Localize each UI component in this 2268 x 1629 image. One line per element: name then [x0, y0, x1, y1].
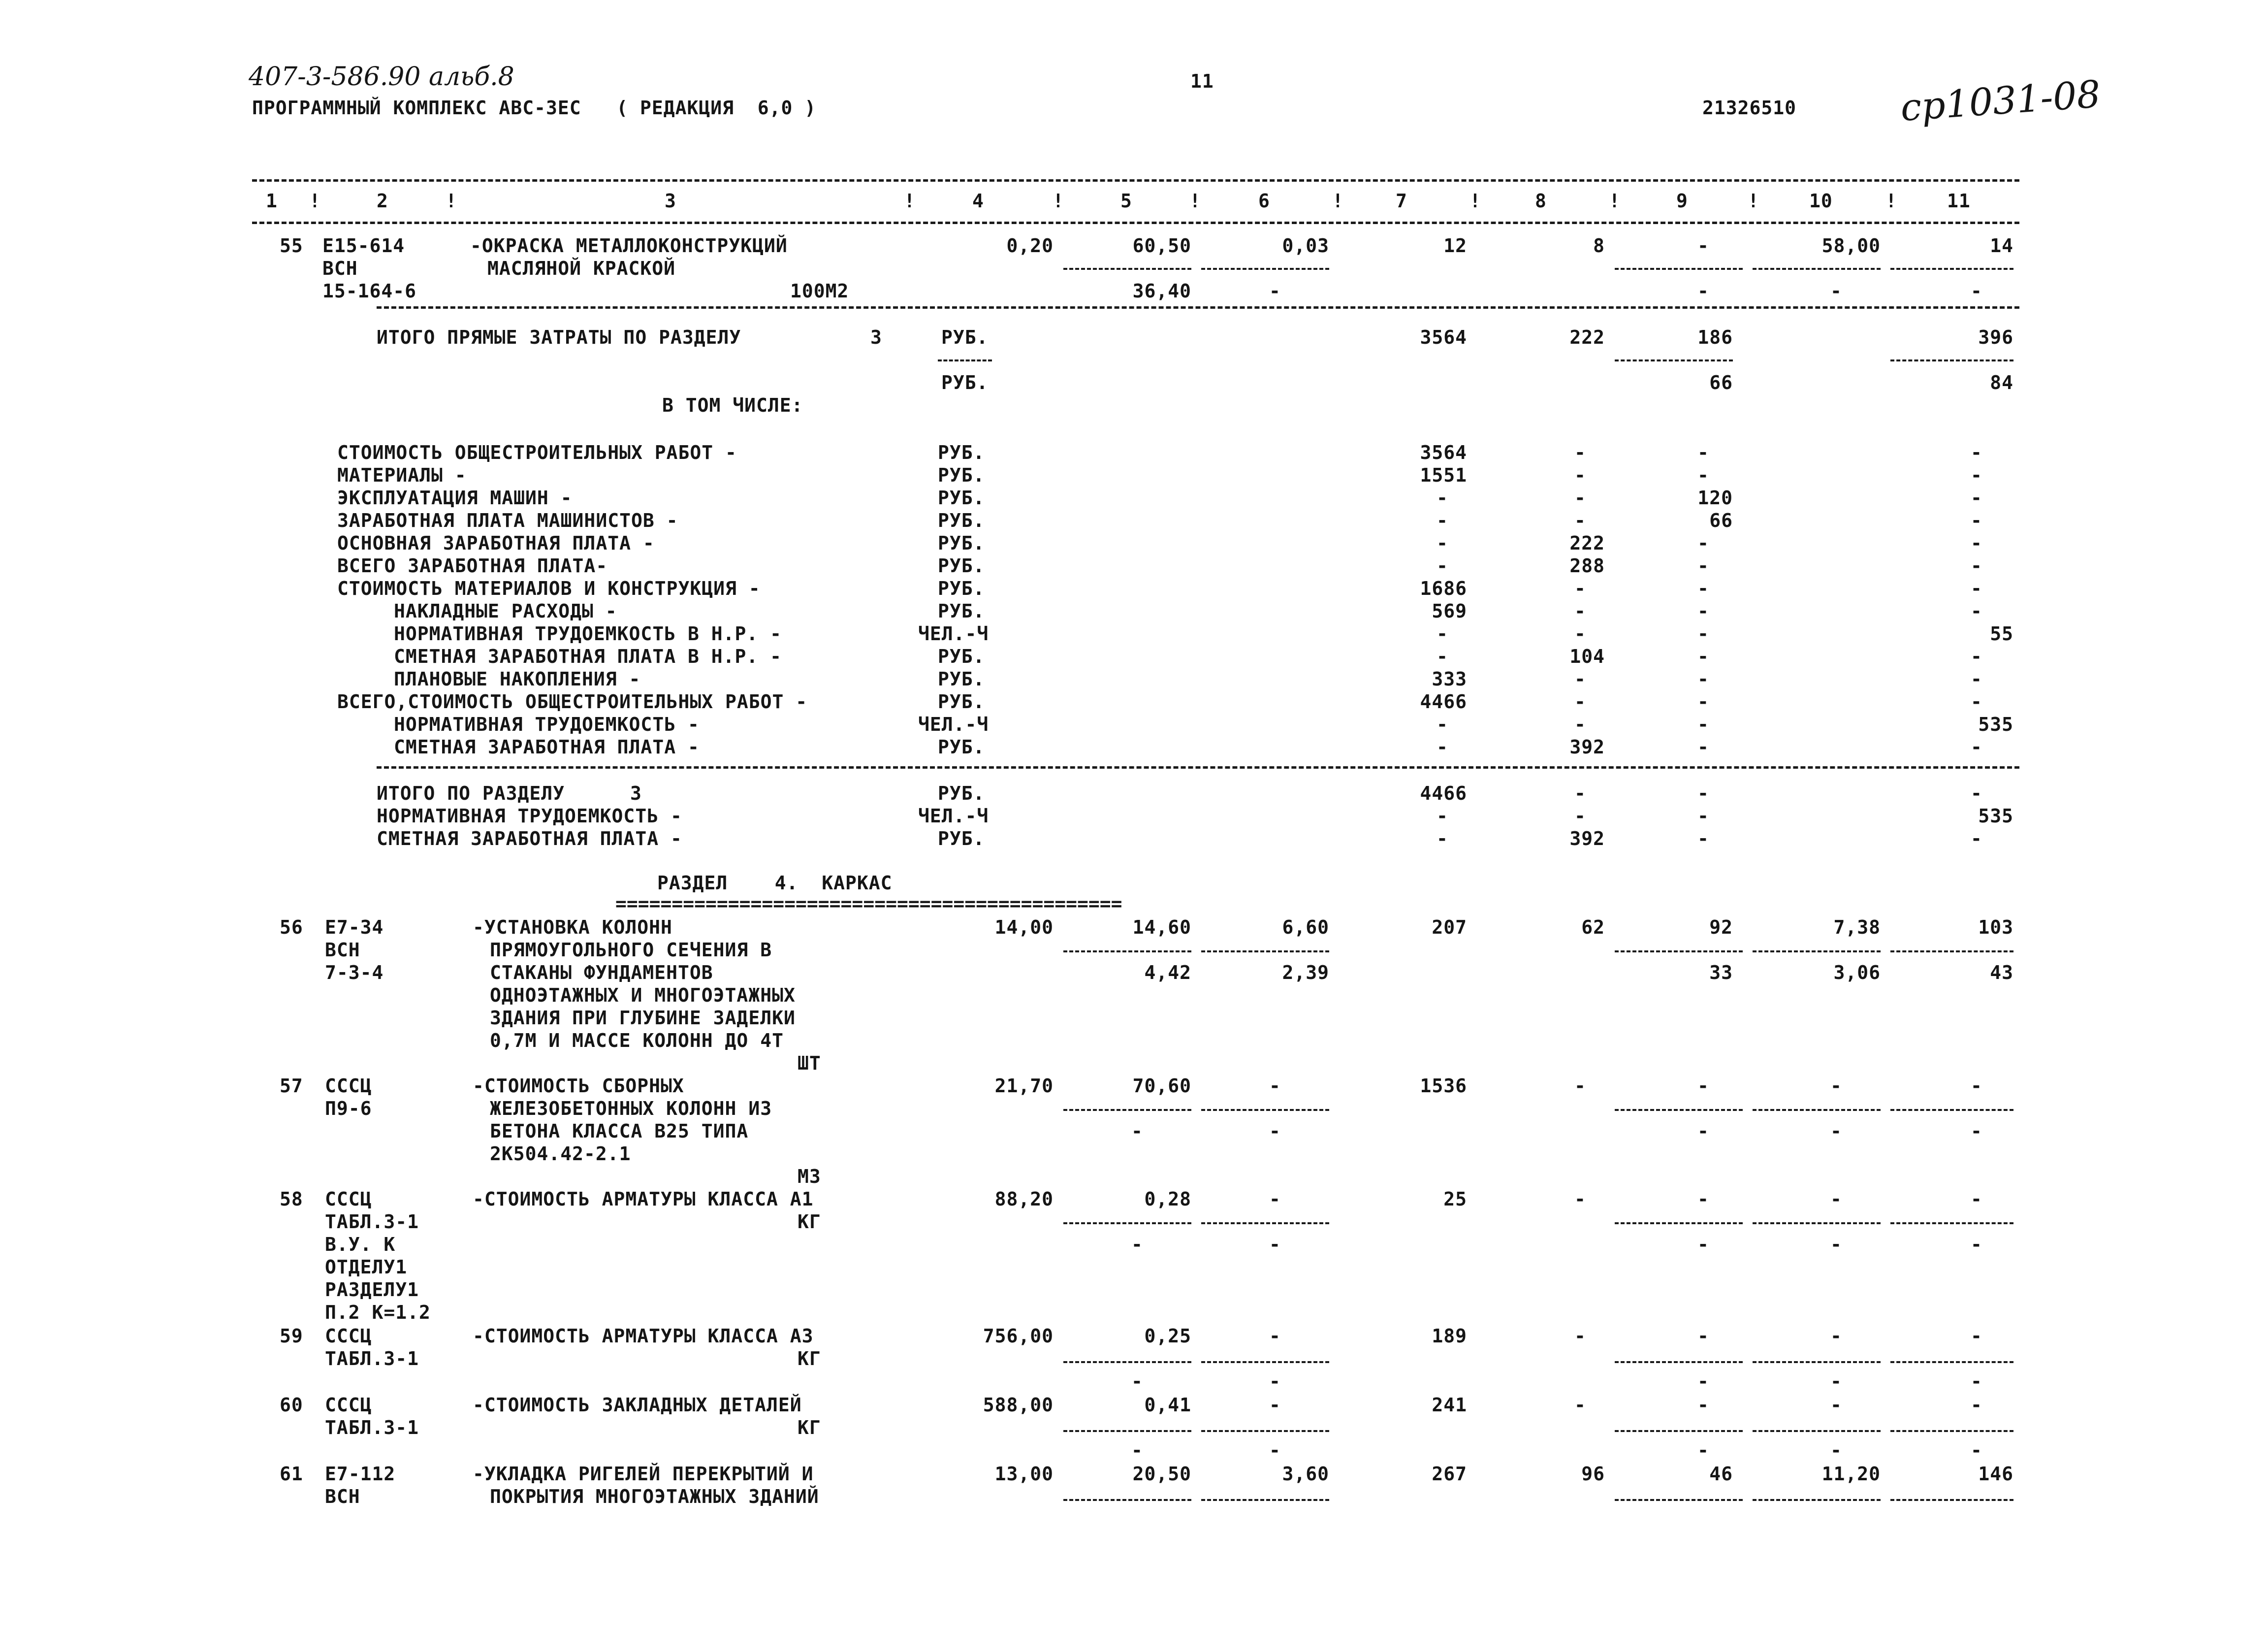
- including-label: В ТОМ ЧИСЛЕ:: [662, 394, 803, 416]
- col-header-3: 3: [665, 190, 676, 212]
- col-header-9: 9: [1676, 190, 1688, 212]
- section-underline: =============================================: [615, 893, 1122, 914]
- norm-code: 15-164-6: [322, 280, 417, 302]
- col-sep: !: [446, 190, 457, 212]
- machine-cost: 0,03: [1282, 235, 1329, 257]
- col-sep: !: [1053, 190, 1064, 212]
- col-header-10: 10: [1809, 190, 1833, 212]
- total-wage: 8: [1593, 235, 1605, 257]
- col-header-5: 5: [1120, 190, 1132, 212]
- total-machine: 186: [1697, 326, 1733, 348]
- page-number: 11: [1190, 70, 1214, 92]
- labor-total: 14: [1990, 235, 2013, 257]
- divider: [377, 306, 2019, 309]
- col-header-2: 2: [377, 190, 388, 212]
- section-heading: РАЗДЕЛ 4. КАРКАС: [657, 872, 893, 894]
- machine-wage: -: [1269, 280, 1281, 302]
- work-description: -ОКРАСКА МЕТАЛЛОКОНСТРУКЦИЙ: [470, 235, 788, 257]
- unit: 100М2: [790, 280, 849, 302]
- norm-code: Е15-614: [322, 235, 405, 257]
- section-num: 3: [870, 326, 882, 348]
- col-header-8: 8: [1535, 190, 1547, 212]
- handwritten-code: 407-3-586.90 альб.8: [249, 62, 514, 92]
- col-header-1: 1: [266, 190, 278, 212]
- doc-number: 21326510: [1702, 97, 1797, 119]
- unit-cost: 60,50: [1132, 235, 1191, 257]
- col-header-6: 6: [1258, 190, 1270, 212]
- quantity: 0,20: [1006, 235, 1054, 257]
- labor-norm-machine: -: [1830, 280, 1842, 302]
- labor-total-machine: -: [1971, 280, 1982, 302]
- header-rule-top: [252, 179, 2019, 182]
- divider: [377, 766, 2019, 769]
- col-header-11: 11: [1947, 190, 1971, 212]
- handwritten-stamp: ср1031-08: [1899, 71, 2102, 130]
- header-rule-bottom: [252, 222, 2019, 224]
- col-sep: !: [1748, 190, 1759, 212]
- labor-norm: 58,00: [1821, 235, 1881, 257]
- col-sep: !: [904, 190, 916, 212]
- norm-code: ВСН: [322, 258, 358, 279]
- total-machine-wage: -: [1697, 280, 1709, 302]
- col-sep: !: [1332, 190, 1344, 212]
- col-sep: !: [309, 190, 321, 212]
- col-header-7: 7: [1396, 190, 1407, 212]
- unit-wage: 36,40: [1132, 280, 1191, 302]
- total-machine: -: [1697, 235, 1709, 257]
- total-machine-wage: 66: [1709, 372, 1733, 393]
- work-description: МАСЛЯНОЙ КРАСКОЙ: [487, 258, 676, 279]
- unit: РУБ.: [941, 326, 989, 348]
- col-sep: !: [1885, 190, 1897, 212]
- col-sep: !: [1469, 190, 1481, 212]
- col-header-4: 4: [972, 190, 984, 212]
- total-wage: 222: [1569, 326, 1605, 348]
- row-number: 55: [280, 235, 303, 257]
- col-sep: !: [1609, 190, 1621, 212]
- total-label: ИТОГО ПРЯМЫЕ ЗАТРАТЫ ПО РАЗДЕЛУ: [377, 326, 741, 348]
- program-line: ПРОГРАММНЫЙ КОМПЛЕКС АВС-3ЕС ( РЕДАКЦИЯ 6,0 ): [252, 97, 817, 119]
- col-sep: !: [1189, 190, 1201, 212]
- total-cost: 3564: [1420, 326, 1467, 348]
- unit: РУБ.: [941, 372, 989, 393]
- labor-total-machine: 84: [1990, 372, 2013, 393]
- total-cost: 12: [1443, 235, 1467, 257]
- labor-total: 396: [1978, 326, 2013, 348]
